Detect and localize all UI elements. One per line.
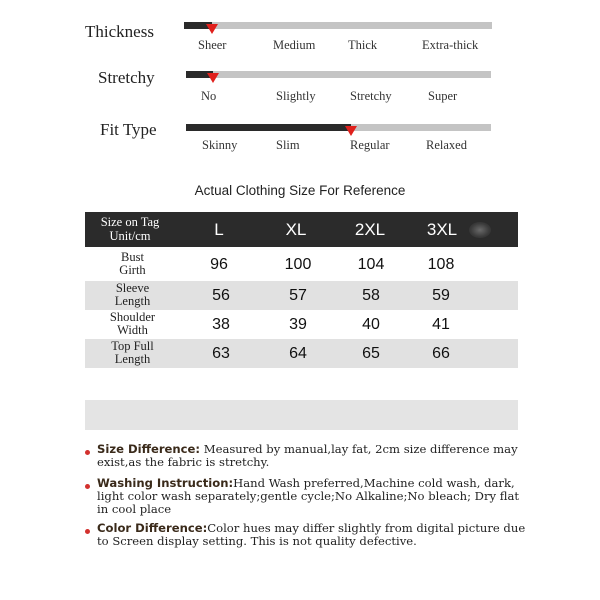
scale-bar — [184, 22, 492, 29]
blank-banner — [85, 400, 518, 430]
scale-bar-fill — [186, 124, 351, 131]
table-cell: 39 — [289, 316, 307, 333]
table-cell: 100 — [284, 256, 312, 273]
option-label: Slightly — [276, 89, 316, 103]
option-label: Slim — [276, 138, 300, 152]
note-text: Measured by manual,lay fat, 2cm size difference may exist,as the fabric is stretchy. — [97, 442, 518, 469]
level-marker-icon — [345, 126, 357, 136]
row-label — [85, 251, 180, 276]
table-cell: 64 — [289, 345, 307, 362]
table-cell: 40 — [362, 316, 380, 333]
reference-title: Actual Clothing Size For Reference — [194, 183, 406, 198]
note-washing-instruction — [97, 477, 527, 516]
table-cell: 58 — [362, 287, 380, 304]
table-cell: 104 — [357, 256, 385, 273]
header-label-line: Unit/cm — [109, 229, 151, 243]
bullet-icon — [85, 529, 90, 534]
row-label-line: Bust — [121, 250, 144, 264]
shadow-mark — [469, 222, 491, 238]
table-cell: 63 — [212, 345, 230, 362]
note-text: Hand Wash preferred,Machine cold wash, dark, light color wash separately;gentle cycle;No Alkaline;No bleach; Dry flat in cool place — [97, 476, 520, 516]
row-label — [85, 340, 180, 365]
attribute-name: Fit Type — [100, 120, 157, 139]
row-label-line: Sleeve — [115, 281, 150, 295]
attribute-fit-type — [0, 120, 600, 168]
note-size-difference — [97, 443, 527, 469]
option-label: Stretchy — [350, 89, 392, 103]
level-marker-icon — [207, 73, 219, 83]
table-cell: 65 — [362, 345, 380, 362]
table-cell: 108 — [427, 256, 455, 273]
table-cell: 66 — [432, 345, 450, 362]
size-header: L — [214, 220, 224, 239]
size-header: 3XL — [426, 220, 458, 239]
row-label-line: Length — [114, 293, 151, 308]
table-header — [85, 212, 518, 247]
row-label — [85, 282, 180, 307]
attribute-stretchy — [0, 68, 600, 116]
header-label — [85, 215, 175, 243]
size-header: XL — [285, 220, 307, 239]
row-label — [85, 311, 180, 336]
note-heading: Size Difference: — [97, 442, 201, 456]
option-label: No — [201, 89, 217, 103]
option-label: Extra-thick — [422, 38, 479, 52]
option-label: Regular — [350, 138, 390, 152]
row-label-line: Width — [117, 322, 148, 337]
scale-bar — [186, 124, 491, 131]
table-row — [85, 310, 518, 339]
attribute-name: Stretchy — [98, 68, 155, 87]
option-label: Skinny — [202, 138, 238, 152]
note-heading: Color Difference: — [97, 521, 208, 535]
size-header: 2XL — [354, 220, 386, 239]
note-text: Color hues may differ slightly from digital picture due to Screen display setting. This is not quality defective. — [97, 521, 526, 548]
row-label-line: Top Full — [111, 339, 154, 353]
level-marker-icon — [206, 24, 218, 34]
table-cell: 56 — [212, 287, 230, 304]
option-label: Medium — [273, 38, 316, 52]
scale-bar — [186, 71, 491, 78]
table-cell: 59 — [432, 287, 450, 304]
table-cell: 96 — [210, 256, 228, 273]
attribute-name: Thickness — [85, 22, 154, 41]
row-label-line: Shoulder — [109, 310, 156, 324]
table-cell: 41 — [432, 316, 450, 333]
table-cell: 38 — [212, 316, 230, 333]
note-heading: Washing Instruction: — [97, 476, 234, 490]
header-label-line: Size on Tag — [100, 215, 160, 229]
table-row — [85, 281, 518, 310]
table-cell: 57 — [289, 287, 307, 304]
option-label: Thick — [348, 38, 378, 52]
option-label: Super — [428, 89, 458, 103]
bullet-icon — [85, 484, 90, 489]
table-row — [85, 250, 518, 279]
note-color-difference — [97, 522, 527, 548]
row-label-line: Girth — [119, 262, 146, 277]
option-label: Sheer — [198, 38, 227, 52]
table-row — [85, 339, 518, 368]
attribute-thickness — [0, 20, 600, 68]
row-label-line: Length — [114, 351, 151, 366]
option-label: Relaxed — [426, 138, 467, 152]
bullet-icon — [85, 450, 90, 455]
